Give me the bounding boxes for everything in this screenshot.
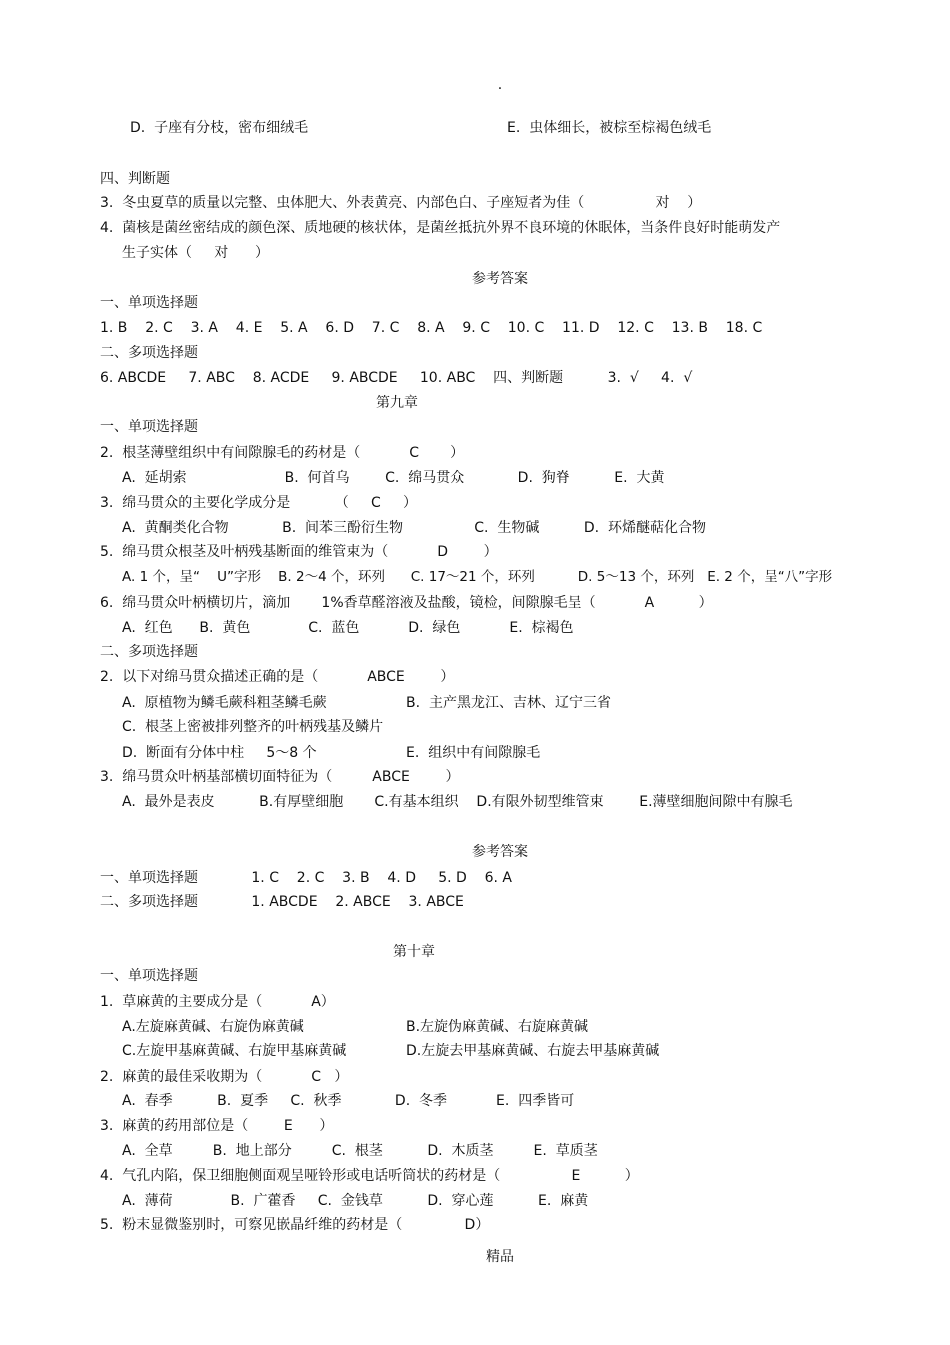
option-text: A.左旋麻黄碱、右旋伪麻黄碱 xyxy=(122,1019,304,1035)
option-text: E. 组织中有间隙腺毛 xyxy=(406,745,541,761)
answer-list: 1. B 2. C 3. A 4. E 5. A 6. D 7. C 8. A 9. C 10. C 11. D 12. C 13. B 18. C xyxy=(100,320,763,336)
option-text: C.左旋甲基麻黄碱、右旋甲基麻黄碱 xyxy=(122,1043,347,1059)
question-text: 6. 绵马贯众叶柄横切片，滴加 1%香草醛溶液及盐酸，镜检，间隙腺毛呈（ A ） xyxy=(100,595,713,611)
option-text: B.左旋伪麻黄碱、右旋麻黄碱 xyxy=(406,1019,589,1035)
question-text: 5. 粉末显微鉴别时，可察见嵌晶纤维的药材是（ D） xyxy=(100,1217,490,1233)
question-text: 生子实体（ 对 ） xyxy=(122,245,269,261)
option-text: C. 根茎上密被排列整齐的叶柄残基及鳞片 xyxy=(122,719,384,735)
options-row: A. 红色 B. 黄色 C. 蓝色 D. 绿色 E. 棕褐色 xyxy=(122,620,574,636)
options-row: A. 全草 B. 地上部分 C. 根茎 D. 木质茎 E. 草质茎 xyxy=(122,1143,598,1159)
options-row: A. 薄荷 B. 广藿香 C. 金钱草 D. 穿心莲 E. 麻黄 xyxy=(122,1193,589,1209)
option-text: B. 主产黑龙江、吉林、辽宁三省 xyxy=(406,695,611,711)
chapter-title: 第九章 xyxy=(376,395,418,411)
question-text: 3. 绵马贯众叶柄基部横切面特征为（ ABCE ） xyxy=(100,769,460,785)
question-text: 1. 草麻黄的主要成分是（ A） xyxy=(100,994,335,1010)
option-text: D. 断面有分体中柱 5～8 个 xyxy=(122,745,317,761)
section-heading: 一、单项选择题 xyxy=(100,968,198,984)
question-text: 2. 麻黄的最佳采收期为（ C ） xyxy=(100,1069,349,1085)
question-text: 4. 菌核是菌丝密结成的颜色深、质地硬的核状体，是菌丝抵抗外界不良环境的休眠体，当条件良好时能萌发产 xyxy=(100,220,781,236)
option-text: A. 原植物为鳞毛蕨科粗茎鳞毛蕨 xyxy=(122,695,327,711)
question-text: 3. 麻黄的药用部位是（ E ） xyxy=(100,1118,334,1134)
header-mark: . xyxy=(497,77,503,93)
answer-list: 6. ABCDE 7. ABC 8. ACDE 9. ABCDE 10. ABC 四、判断题 3. √ 4. √ xyxy=(100,370,693,386)
section-heading: 一、单项选择题 xyxy=(100,295,198,311)
chapter-title: 第十章 xyxy=(393,944,435,960)
section-heading: 二、多项选择题 xyxy=(100,345,198,361)
question-text: 3. 冬虫夏草的质量以完整、虫体肥大、外表黄亮、内部色白、子座短者为佳（ 对 ） xyxy=(100,195,702,211)
option-e: E. 虫体细长，被棕至棕褐色绒毛 xyxy=(507,120,712,136)
options-row: A. 1 个，呈“ U”字形 B. 2～4 个，环列 C. 17～21 个，环列 D. 5～13 个，环列 E. 2 个，呈“八”字形 xyxy=(122,569,833,585)
answer-key-title: 参考答案 xyxy=(472,844,528,860)
section-heading: 二、多项选择题 xyxy=(100,644,198,660)
options-row: A. 春季 B. 夏季 C. 秋季 D. 冬季 E. 四季皆可 xyxy=(122,1093,575,1109)
section-heading: 四、判断题 xyxy=(100,171,170,187)
question-text: 3. 绵马贯众的主要化学成分是 （ C ） xyxy=(100,495,418,511)
options-row: A. 黄酮类化合物 B. 间苯三酚衍生物 C. 生物碱 D. 环烯醚萜化合物 xyxy=(122,520,706,536)
options-row: A. 延胡索 B. 何首乌 C. 绵马贯众 D. 狗脊 E. 大黄 xyxy=(122,470,665,486)
option-text: D.左旋去甲基麻黄碱、右旋去甲基麻黄碱 xyxy=(406,1043,660,1059)
answer-key-title: 参考答案 xyxy=(472,271,528,287)
question-text: 5. 绵马贯众根茎及叶柄残基断面的维管束为（ D ） xyxy=(100,544,498,560)
option-d: D. 子座有分枝，密布细绒毛 xyxy=(130,120,309,136)
options-row: A. 最外是表皮 B.有厚壁细胞 C.有基本组织 D.有限外韧型维管束 E.薄壁细胞间隙中有腺毛 xyxy=(122,794,793,810)
footer-label: 精品 xyxy=(486,1249,514,1265)
question-text: 4. 气孔内陷，保卫细胞侧面观呈哑铃形或电话听筒状的药材是（ E ） xyxy=(100,1168,639,1184)
answer-list: 一、单项选择题 1. C 2. C 3. B 4. D 5. D 6. A xyxy=(100,870,512,886)
section-heading: 一、单项选择题 xyxy=(100,419,198,435)
answer-list: 二、多项选择题 1. ABCDE 2. ABCE 3. ABCE xyxy=(100,894,464,910)
question-text: 2. 以下对绵马贯众描述正确的是（ ABCE ） xyxy=(100,669,455,685)
question-text: 2. 根茎薄壁组织中有间隙腺毛的药材是（ C ） xyxy=(100,445,465,461)
